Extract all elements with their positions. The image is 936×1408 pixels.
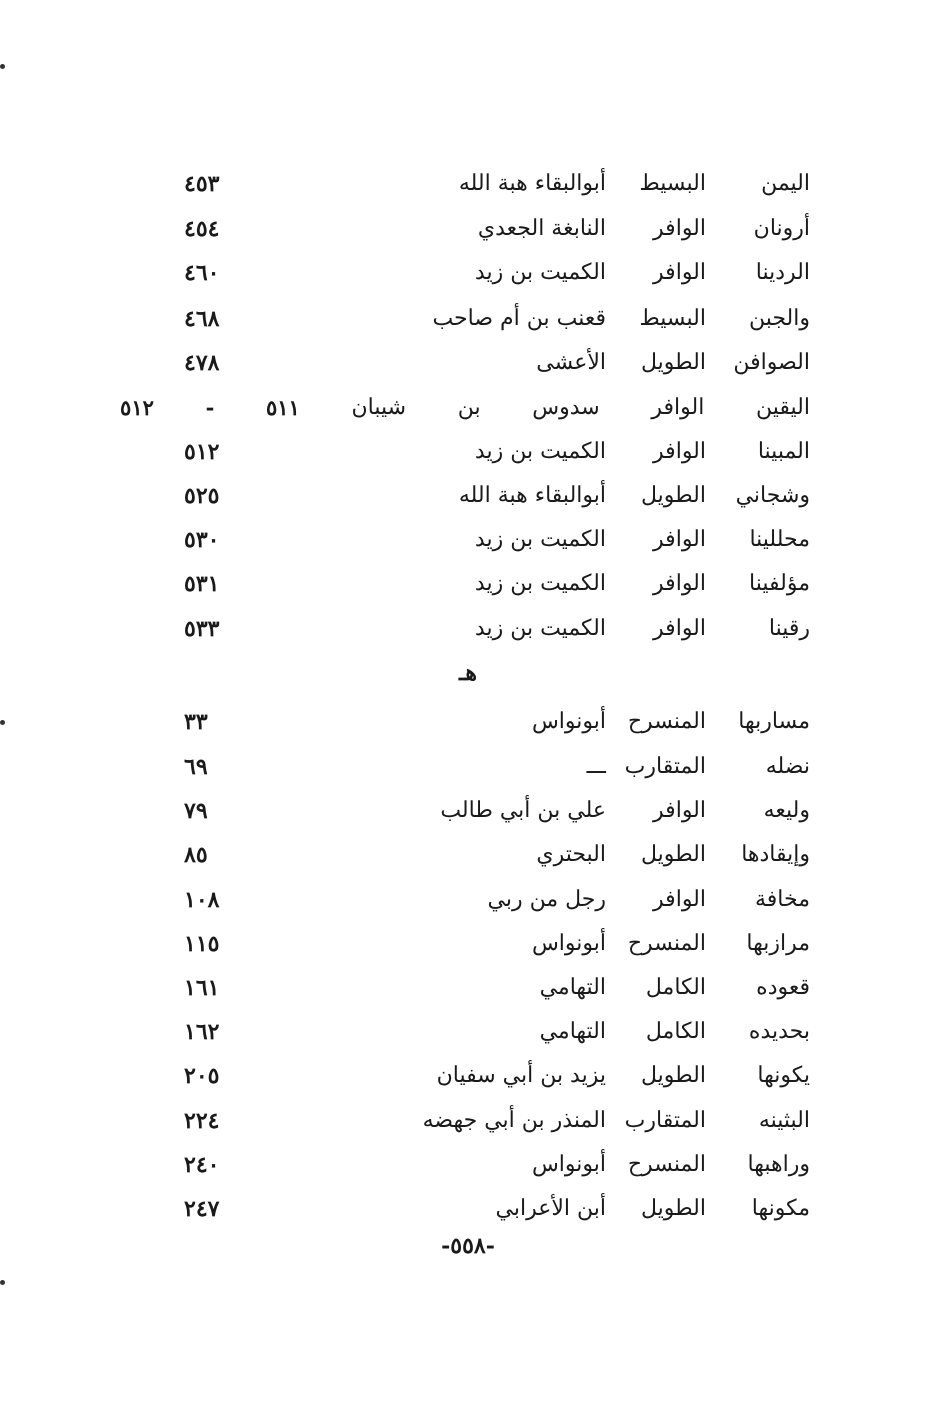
- poet-name: علي بن أبي طالب: [440, 798, 606, 823]
- poet-name: الكميت بن زيد: [474, 571, 606, 596]
- index-row: [120, 1147, 810, 1183]
- poet-name: أبونواس: [531, 709, 606, 734]
- page-ref: ٥٣٠: [184, 527, 220, 553]
- page-range-dash: -: [205, 395, 215, 420]
- rhyme-word: مؤلفينا: [749, 571, 810, 596]
- poet-name: الكميت بن زيد: [474, 260, 606, 285]
- meter-name: الكامل: [645, 975, 706, 1000]
- index-row: [120, 1103, 810, 1139]
- page-ref: ٥٢٥: [184, 483, 220, 509]
- poet-name: أبوالبقاء هبة الله: [458, 483, 606, 508]
- poet-name: يزيد بن أبي سفيان: [436, 1063, 606, 1088]
- meter-name: الوافر: [651, 395, 705, 420]
- page-ref: ٤٦٠: [184, 260, 220, 286]
- poet-name: أبوالبقاء هبة الله: [458, 171, 606, 196]
- index-row: [120, 522, 810, 558]
- meter-name: المنسرح: [627, 1152, 706, 1177]
- index-row: [120, 1058, 810, 1094]
- meter-name: المتقارب: [624, 1108, 706, 1133]
- index-row: [120, 793, 810, 829]
- poet-name: الكميت بن زيد: [474, 439, 606, 464]
- footer-page-number: -٥٥٨-: [441, 1233, 495, 1259]
- meter-name: الوافر: [653, 571, 706, 596]
- rhyme-word: أرونان: [753, 216, 810, 241]
- rhyme-word: رقينا: [768, 616, 810, 641]
- scan-edge-mark: [0, 720, 5, 725]
- meter-name: البسيط: [639, 306, 706, 331]
- poet-name: المنذر بن أبي جهضه: [422, 1108, 606, 1133]
- rhyme-word: الصوافن: [733, 350, 810, 375]
- meter-name: الوافر: [653, 616, 706, 641]
- poet-name: قعنب بن أم صاحب: [432, 306, 606, 331]
- section-heading-letter: هـ: [458, 660, 478, 686]
- meter-name: الوافر: [653, 260, 706, 285]
- meter-name: الطويل: [640, 842, 706, 867]
- meter-name: الطويل: [640, 350, 706, 375]
- poet-name: الكميت بن زيد: [474, 616, 606, 641]
- index-row: [120, 970, 810, 1006]
- poet-name: أبونواس: [531, 931, 606, 956]
- index-row: [120, 926, 810, 962]
- rhyme-word: وليعه: [763, 798, 810, 823]
- rhyme-word: وشجاني: [735, 483, 810, 508]
- page-ref: ٤٥٣: [184, 171, 220, 197]
- index-row: [120, 345, 810, 381]
- rhyme-word: مخافة: [755, 887, 810, 912]
- index-row: [120, 255, 810, 291]
- rhyme-word: بحديده: [748, 1019, 810, 1044]
- rhyme-word: قعوده: [756, 975, 810, 1000]
- index-row: [120, 434, 810, 470]
- meter-name: الطويل: [640, 1196, 706, 1221]
- rhyme-word: اليقين: [756, 395, 810, 420]
- page-ref: ٨٥: [184, 842, 208, 868]
- poet-name: الكميت بن زيد: [474, 527, 606, 552]
- meter-name: الوافر: [653, 798, 706, 823]
- rhyme-word: وراهبها: [747, 1152, 810, 1177]
- page-ref: ١٦١: [184, 975, 220, 1001]
- poet-name: أبونواس: [531, 1152, 606, 1177]
- page-ref: ٢٤٧: [184, 1196, 220, 1222]
- page-ref-start: ٥١١: [265, 395, 300, 420]
- poet-name: النابغة الجعدي: [477, 216, 606, 241]
- poet-name: رجل من ربي: [487, 887, 606, 912]
- rhyme-word: نضله: [765, 754, 810, 779]
- index-row: [120, 566, 810, 602]
- poet-name-part: سدوس: [532, 395, 600, 420]
- index-row: [120, 478, 810, 514]
- index-row: [120, 301, 810, 337]
- meter-name: الوافر: [653, 439, 706, 464]
- index-row: [120, 704, 810, 740]
- meter-name: الوافر: [653, 527, 706, 552]
- poet-name: الأعشى: [536, 350, 606, 375]
- rhyme-word: اليمن: [761, 171, 810, 196]
- rhyme-word: وإيقادها: [741, 842, 810, 867]
- index-row: [120, 837, 810, 873]
- rhyme-word: مرازبها: [746, 931, 810, 956]
- index-row: [120, 882, 810, 918]
- page-ref-end: ٥١٢: [120, 395, 154, 420]
- meter-name: الوافر: [653, 887, 706, 912]
- page-ref: ١١٥: [184, 931, 220, 957]
- poet-name: ـــ: [586, 754, 606, 779]
- meter-name: الوافر: [653, 216, 706, 241]
- poet-name: البحتري: [536, 842, 606, 867]
- page-ref: ٢٠٥: [184, 1063, 220, 1089]
- index-row-justified: [120, 390, 810, 426]
- index-row: [120, 611, 810, 647]
- meter-name: المتقارب: [624, 754, 706, 779]
- meter-name: البسيط: [639, 171, 706, 196]
- page-ref: ٤٧٨: [184, 350, 220, 376]
- rhyme-word: مكونها: [751, 1196, 810, 1221]
- poet-name-part: شيبان: [351, 395, 407, 420]
- poet-name: التهامي: [539, 1019, 606, 1044]
- poet-name: التهامي: [539, 975, 606, 1000]
- scan-edge-mark: [0, 1280, 5, 1285]
- rhyme-word: يكونها: [757, 1063, 810, 1088]
- rhyme-word: المبينا: [757, 439, 810, 464]
- page-ref: ١٠٨: [184, 887, 220, 913]
- page-ref: ٥٣٣: [184, 616, 220, 642]
- index-row: [120, 211, 810, 247]
- index-row: [120, 1014, 810, 1050]
- meter-name: الطويل: [640, 1063, 706, 1088]
- page-ref: ٤٦٨: [184, 306, 220, 332]
- page-ref: ٥١٢: [184, 439, 220, 465]
- rhyme-word: مساربها: [738, 709, 810, 734]
- rhyme-word: الردينا: [755, 260, 810, 285]
- page-ref: ٥٣١: [184, 571, 220, 597]
- page-ref: ٢٢٤: [184, 1108, 220, 1134]
- poet-name-part: بن: [457, 395, 481, 420]
- page-ref: ٦٩: [184, 754, 208, 780]
- meter-name: المنسرح: [627, 931, 706, 956]
- index-row: [120, 1191, 810, 1227]
- page-ref: ٧٩: [184, 798, 208, 824]
- page-ref: ٤٥٤: [184, 216, 220, 242]
- page-ref: ٣٣: [184, 709, 208, 735]
- rhyme-word: البثينه: [758, 1108, 810, 1133]
- poet-name: أبن الأعرابي: [495, 1196, 606, 1221]
- meter-name: الطويل: [640, 483, 706, 508]
- meter-name: الكامل: [645, 1019, 706, 1044]
- page-ref: ١٦٢: [184, 1019, 220, 1045]
- meter-name: المنسرح: [627, 709, 706, 734]
- scan-edge-mark: [0, 64, 5, 69]
- index-row: [120, 749, 810, 785]
- page-ref: ٢٤٠: [184, 1152, 220, 1178]
- rhyme-word: محللينا: [749, 527, 810, 552]
- index-row: [120, 166, 810, 202]
- rhyme-word: والجبن: [748, 306, 810, 331]
